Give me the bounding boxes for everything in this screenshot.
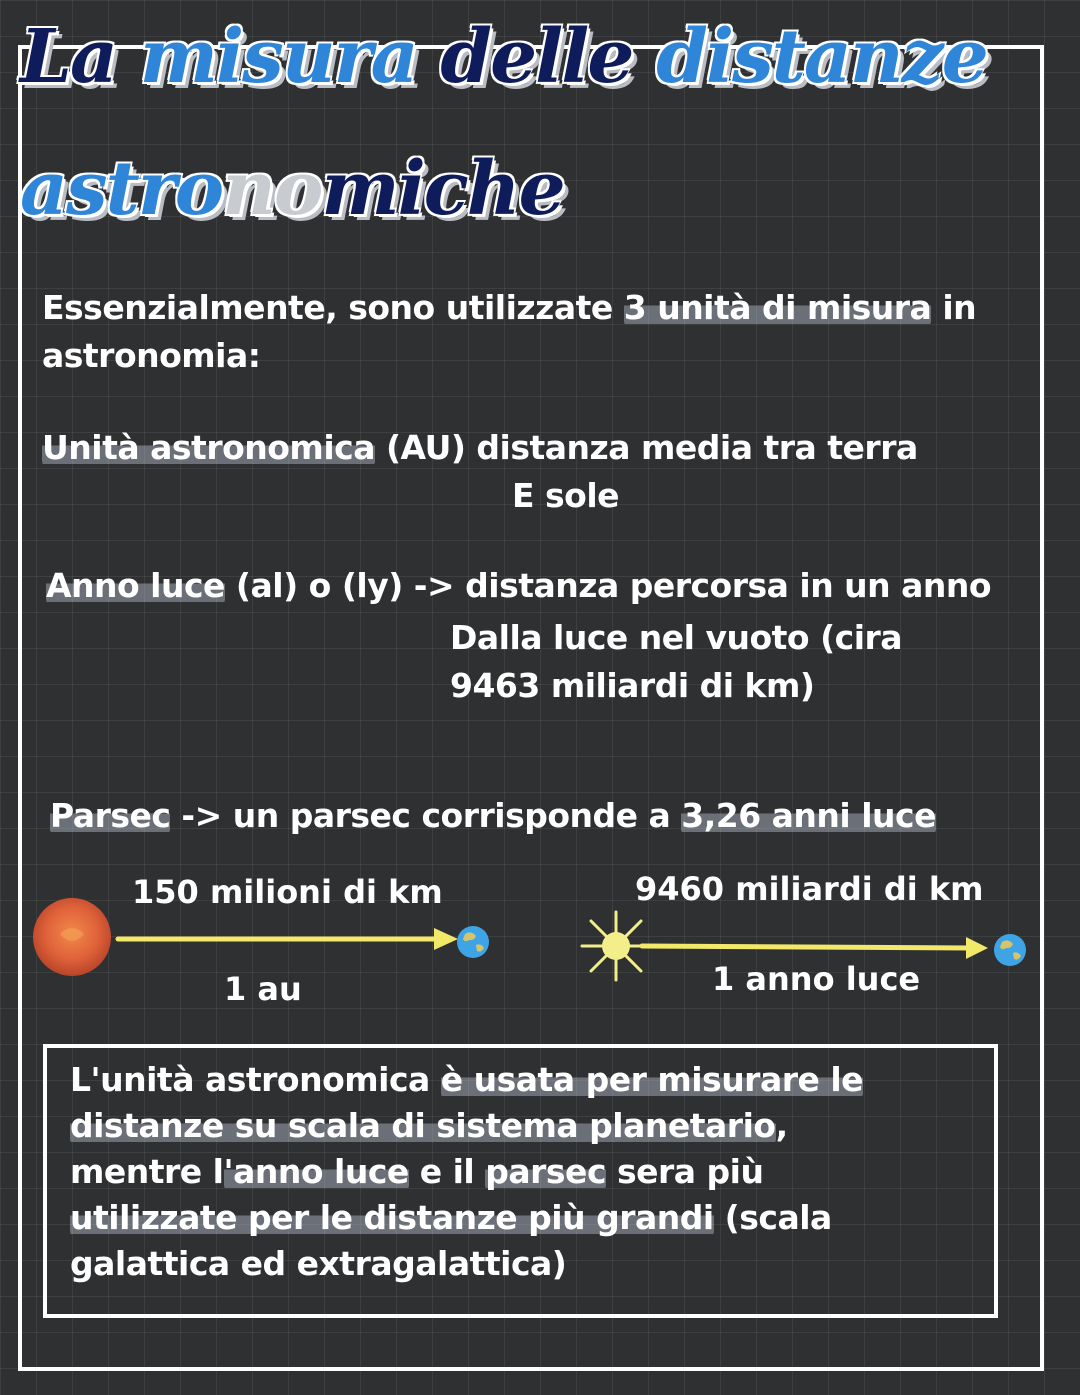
title-line-2 xyxy=(20,146,564,232)
light-year-line-2: Dalla luce nel vuoto (cira xyxy=(450,618,903,657)
sun-icon xyxy=(30,896,116,978)
title-word-misura: misura xyxy=(139,14,441,100)
ly-distance-label: 9460 miliardi di km xyxy=(635,870,984,908)
title-word-distanze: distanze xyxy=(656,14,987,100)
intro-line-2: astronomia: xyxy=(42,336,261,375)
au-definition-line-2: E sole xyxy=(512,476,620,515)
au-definition: (AU) distanza media tra terra xyxy=(374,428,918,467)
summary-text-au: L'unità astronomica xyxy=(70,1060,441,1099)
summary-line-1 xyxy=(70,1057,863,1103)
intro-highlight: 3 unità di misura xyxy=(623,288,932,327)
summary-line-4 xyxy=(70,1195,863,1241)
parsec-definition: -> un parsec corrisponde a xyxy=(170,796,682,835)
summary-highlight-1: è usata per misurare le xyxy=(440,1060,864,1099)
summary-comma: , xyxy=(775,1106,788,1145)
summary-highlight-2: distanze su scala di sistema planetario xyxy=(70,1106,776,1145)
light-year-term: Anno luce xyxy=(46,566,225,605)
ly-unit-label: 1 anno luce xyxy=(712,960,921,998)
summary-highlight-anno-luce: 'anno luce xyxy=(223,1152,409,1191)
au-unit-label: 1 au xyxy=(224,970,302,1008)
summary-line-3 xyxy=(70,1149,863,1195)
summary-text-sera: sera più xyxy=(606,1152,764,1191)
summary-text-e-il: e il xyxy=(408,1152,486,1191)
light-year-line-3: 9463 miliardi di km) xyxy=(450,666,815,705)
summary-text-mentre: mentre l xyxy=(70,1152,224,1191)
title-word-la: La xyxy=(20,14,140,100)
title-part-miche: miche xyxy=(321,146,564,232)
au-term: Unità astronomica xyxy=(42,428,375,467)
earth-icon-2 xyxy=(993,933,1029,967)
summary-line-5: galattica ed extragalattica) xyxy=(70,1244,567,1283)
summary-highlight-parsec: parsec xyxy=(485,1152,606,1191)
earth-icon xyxy=(456,925,492,959)
ly-arrow xyxy=(640,934,992,962)
summary-highlight-3: utilizzate per le distanze più grandi xyxy=(70,1198,714,1237)
parsec-term: Parsec xyxy=(50,796,171,835)
au-arrow xyxy=(116,926,462,954)
au-distance-label: 150 milioni di km xyxy=(132,873,443,911)
parsec-line xyxy=(50,793,936,839)
light-year-line-1 xyxy=(46,563,991,609)
summary-text-scala: (scala xyxy=(713,1198,832,1237)
light-year-definition: (al) o (ly) -> distanza percorsa in un anno xyxy=(224,566,992,605)
title-part-astro: astro xyxy=(20,146,223,232)
title-line-1 xyxy=(20,14,987,100)
intro-line-1 xyxy=(42,285,976,331)
au-definition-line-1 xyxy=(42,425,918,471)
title-word-delle: delle xyxy=(440,14,657,100)
intro-text-end: in xyxy=(931,288,977,327)
title-part-no: no xyxy=(222,146,322,232)
parsec-highlight: 3,26 anni luce xyxy=(681,796,936,835)
summary-line-2 xyxy=(70,1103,863,1149)
summary-text xyxy=(70,1057,863,1287)
intro-text: Essenzialmente, sono utilizzate xyxy=(42,288,624,327)
